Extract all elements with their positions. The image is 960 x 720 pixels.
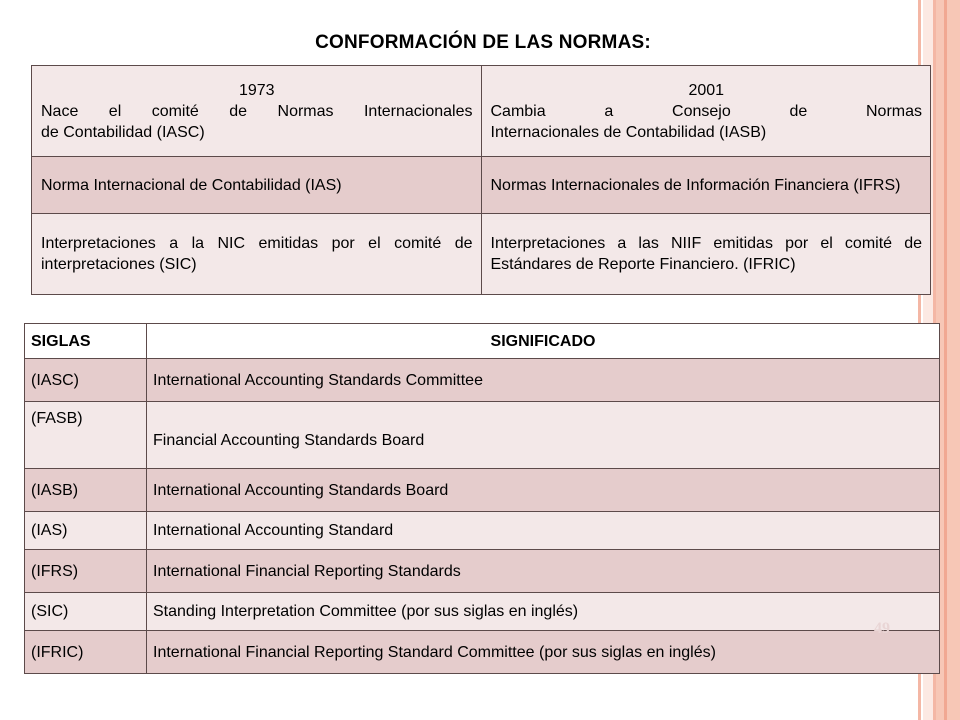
year-label: 2001: [688, 81, 725, 99]
sigla-cell: (IASB): [25, 469, 147, 512]
cell-text: de Contabilidad (IASC): [41, 123, 205, 141]
sigla-cell: (IFRIC): [25, 631, 147, 674]
decorative-stripe: [944, 0, 947, 720]
table-cell: [481, 66, 931, 157]
table-cell: Norma Internacional de Contabilidad (IAS): [32, 157, 482, 214]
sigla-cell: (IFRS): [25, 550, 147, 593]
table-row: [25, 359, 940, 402]
table-row: [32, 157, 931, 214]
table-cell: Interpretaciones a las NIIF emitidas por el comité de Estándares de Reporte Financiero. (IFRIC): [481, 214, 931, 295]
cell-text: Nace el comité de Normas Internacionales: [41, 102, 473, 120]
table-row: [25, 512, 940, 550]
year-label: 1973: [238, 81, 275, 99]
cell-text: Internacionales de Contabilidad (IASB): [490, 123, 767, 141]
history-table: [31, 65, 931, 295]
page-number: 49: [874, 620, 890, 637]
table-row: [25, 631, 940, 674]
significado-cell: International Accounting Standards Board: [147, 469, 940, 512]
table-row: [25, 469, 940, 512]
acronyms-table: [24, 323, 940, 674]
sigla-cell: (IASC): [25, 359, 147, 402]
table-cell: Normas Internacionales de Información Financiera (IFRS): [481, 157, 931, 214]
significado-cell: Standing Interpretation Committee (por sus siglas en inglés): [147, 593, 940, 631]
table-row: [32, 66, 931, 157]
significado-cell: International Financial Reporting Standard Committee (por sus siglas en inglés): [147, 631, 940, 674]
column-header-significado: SIGNIFICADO: [147, 324, 940, 359]
cell-text: Cambia a Consejo de Normas: [490, 102, 922, 120]
sigla-cell: (FASB): [25, 402, 147, 469]
page-title: CONFORMACIÓN DE LAS NORMAS:: [315, 32, 651, 53]
sigla-cell: (SIC): [25, 593, 147, 631]
significado-cell: Financial Accounting Standards Board: [147, 402, 940, 469]
sigla-cell: (IAS): [25, 512, 147, 550]
column-header-siglas: SIGLAS: [25, 324, 147, 359]
table-row: [25, 550, 940, 593]
table-row: [25, 402, 940, 469]
table-row: [32, 214, 931, 295]
table-cell: [32, 66, 482, 157]
significado-cell: International Accounting Standards Committee: [147, 359, 940, 402]
table-header-row: [25, 324, 940, 359]
table-row: [25, 593, 940, 631]
significado-cell: International Accounting Standard: [147, 512, 940, 550]
significado-cell: International Financial Reporting Standards: [147, 550, 940, 593]
table-cell: Interpretaciones a la NIC emitidas por el comité de interpretaciones (SIC): [32, 214, 482, 295]
